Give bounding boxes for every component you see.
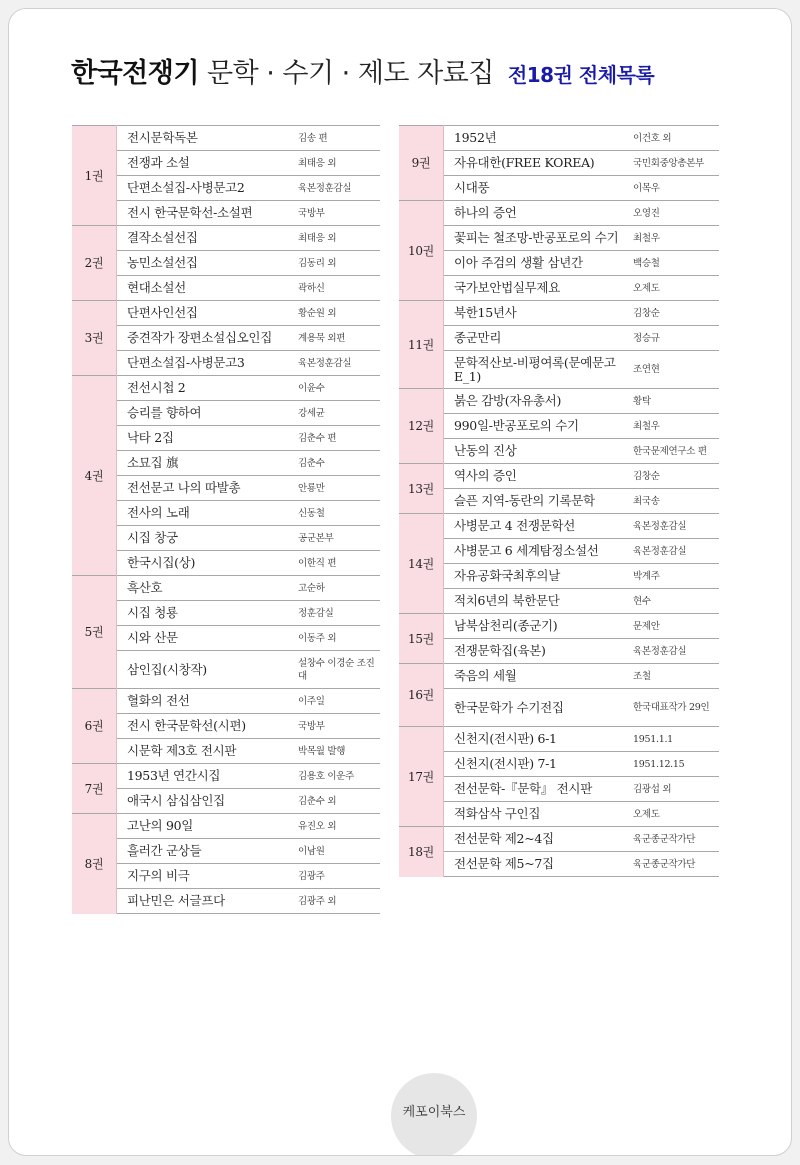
book-author: 국민회중앙총본부 — [629, 151, 719, 176]
book-author: 계용묵 외편 — [294, 326, 380, 351]
book-title: 북한15년사 — [444, 301, 630, 326]
book-author: 육본정훈감실 — [629, 514, 719, 539]
book-title: 전사의 노래 — [117, 501, 295, 526]
table-row — [399, 414, 719, 439]
book-title: 붉은 감방(자유총서) — [444, 389, 630, 414]
book-author: 김송 편 — [294, 126, 380, 151]
table-row — [72, 689, 380, 714]
book-title: 중견작가 장편소설십오인집 — [117, 326, 295, 351]
book-author: 조철 — [629, 664, 719, 689]
book-title: 990일-반공포로의 수기 — [444, 414, 630, 439]
book-title: 농민소설선집 — [117, 251, 295, 276]
book-title: 시집 청룡 — [117, 601, 295, 626]
book-title: 전선문학 제2~4집 — [444, 827, 630, 852]
publisher-badge — [391, 1073, 477, 1156]
book-title: 난동의 진상 — [444, 439, 630, 464]
table-row — [399, 564, 719, 589]
book-author: 김용호 이운주 — [294, 764, 380, 789]
book-title: 한국문학가 수기전집 — [444, 689, 630, 727]
volume-label: 13권 — [399, 464, 444, 514]
table-row — [399, 301, 719, 326]
book-author: 백승철 — [629, 251, 719, 276]
table-row — [399, 752, 719, 777]
table-row — [399, 464, 719, 489]
table-row — [399, 276, 719, 301]
book-title: 전선문학-『문학』 전시판 — [444, 777, 630, 802]
book-title: 하나의 증언 — [444, 201, 630, 226]
book-title: 혈화의 전선 — [117, 689, 295, 714]
book-author: 김광섭 외 — [629, 777, 719, 802]
book-author: 육본정훈감실 — [629, 539, 719, 564]
book-title: 낙타 2집 — [117, 426, 295, 451]
volume-label: 2권 — [72, 226, 117, 301]
book-title: 신천지(전시판) 7-1 — [444, 752, 630, 777]
book-author: 고순하 — [294, 576, 380, 601]
table-row — [72, 376, 380, 401]
table-row — [399, 126, 719, 151]
book-title: 삼인집(시창작) — [117, 651, 295, 689]
book-author: 이주일 — [294, 689, 380, 714]
book-author: 정승규 — [629, 326, 719, 351]
book-title: 역사의 증인 — [444, 464, 630, 489]
table-row — [72, 526, 380, 551]
volume-label: 16권 — [399, 664, 444, 727]
book-author: 박계주 — [629, 564, 719, 589]
book-author: 박목월 발행 — [294, 739, 380, 764]
book-author: 김춘수 외 — [294, 789, 380, 814]
book-author: 현수 — [629, 589, 719, 614]
book-title: 전선문학 제5~7집 — [444, 852, 630, 877]
title-main: 한국전쟁기 — [71, 58, 199, 89]
table-row — [72, 301, 380, 326]
book-author: 김춘수 — [294, 451, 380, 476]
volume-label: 1권 — [72, 126, 117, 226]
book-author: 최태응 외 — [294, 151, 380, 176]
book-title: 전선문고 나의 따발총 — [117, 476, 295, 501]
book-author: 이윤수 — [294, 376, 380, 401]
left-catalog-table — [72, 125, 380, 914]
book-author: 최태응 외 — [294, 226, 380, 251]
book-title: 결작소설선집 — [117, 226, 295, 251]
book-title: 전시문학독본 — [117, 126, 295, 151]
book-title: 소묘집 旗 — [117, 451, 295, 476]
volume-label: 14권 — [399, 514, 444, 614]
book-title: 문학적산보-비평여록(문예문고 E_1) — [444, 351, 630, 389]
table-row — [399, 727, 719, 752]
book-title: 사병문고 4 전쟁문학선 — [444, 514, 630, 539]
book-author: 한국문제연구소 편 — [629, 439, 719, 464]
table-row — [72, 476, 380, 501]
book-title: 신천지(전시판) 6-1 — [444, 727, 630, 752]
book-title: 애국시 삼십삼인집 — [117, 789, 295, 814]
table-row — [399, 251, 719, 276]
table-row — [399, 827, 719, 852]
book-author: 오제도 — [629, 802, 719, 827]
volume-label: 10권 — [399, 201, 444, 301]
book-title: 흘러간 군상들 — [117, 839, 295, 864]
table-row — [399, 439, 719, 464]
book-author: 곽하신 — [294, 276, 380, 301]
table-row — [72, 576, 380, 601]
table-row — [72, 889, 380, 914]
book-author: 이남원 — [294, 839, 380, 864]
table-row — [72, 626, 380, 651]
page-card — [8, 8, 792, 1156]
book-author: 이동주 외 — [294, 626, 380, 651]
table-row — [72, 764, 380, 789]
volume-label: 17권 — [399, 727, 444, 827]
book-author: 이건호 외 — [629, 126, 719, 151]
table-row — [399, 539, 719, 564]
book-author: 육본정훈감실 — [629, 639, 719, 664]
volume-label: 7권 — [72, 764, 117, 814]
table-row — [399, 326, 719, 351]
book-author: 최철우 — [629, 226, 719, 251]
table-row — [72, 651, 380, 689]
book-title: 단편사인선집 — [117, 301, 295, 326]
table-row — [399, 201, 719, 226]
book-title: 전시 한국문학선-소설편 — [117, 201, 295, 226]
table-row — [399, 351, 719, 389]
table-row — [72, 714, 380, 739]
book-author: 황순원 외 — [294, 301, 380, 326]
book-author: 육군종군작가단 — [629, 827, 719, 852]
book-title: 승리를 향하여 — [117, 401, 295, 426]
book-author: 1951.1.1 — [629, 727, 719, 752]
book-author: 공군본부 — [294, 526, 380, 551]
book-author: 오영진 — [629, 201, 719, 226]
book-title: 시집 창궁 — [117, 526, 295, 551]
title-subtitle: 전18권 전체목록 — [507, 63, 655, 87]
table-row — [399, 589, 719, 614]
volume-label: 4권 — [72, 376, 117, 576]
page-title — [71, 51, 654, 90]
book-title: 종군만리 — [444, 326, 630, 351]
table-row — [399, 802, 719, 827]
book-title: 적화삼삭 구인집 — [444, 802, 630, 827]
table-row — [72, 501, 380, 526]
table-row — [399, 514, 719, 539]
book-author: 김창순 — [629, 464, 719, 489]
book-author: 이한직 편 — [294, 551, 380, 576]
table-row — [72, 426, 380, 451]
table-row — [72, 276, 380, 301]
book-author: 유진오 외 — [294, 814, 380, 839]
book-author: 1951.12.15 — [629, 752, 719, 777]
book-author: 황탁 — [629, 389, 719, 414]
book-author: 국방부 — [294, 714, 380, 739]
table-row — [72, 814, 380, 839]
table-row — [72, 551, 380, 576]
book-title: 슬픈 지역-동란의 기록문학 — [444, 489, 630, 514]
book-author: 김춘수 편 — [294, 426, 380, 451]
book-title: 고난의 90일 — [117, 814, 295, 839]
book-title: 한국시집(상) — [117, 551, 295, 576]
table-row — [72, 201, 380, 226]
table-row — [399, 777, 719, 802]
book-title: 단편소설집-사병문고3 — [117, 351, 295, 376]
volume-label: 3권 — [72, 301, 117, 376]
book-title: 전쟁과 소설 — [117, 151, 295, 176]
book-title: 지구의 비극 — [117, 864, 295, 889]
book-author: 이목우 — [629, 176, 719, 201]
book-author: 조연현 — [629, 351, 719, 389]
book-author: 한국대표작가 29인 — [629, 689, 719, 727]
book-author: 문제안 — [629, 614, 719, 639]
volume-label: 8권 — [72, 814, 117, 914]
book-title: 1953년 연간시집 — [117, 764, 295, 789]
table-row — [399, 489, 719, 514]
book-title: 죽음의 세월 — [444, 664, 630, 689]
volume-label: 18권 — [399, 827, 444, 877]
table-row — [72, 326, 380, 351]
table-row — [72, 451, 380, 476]
book-title: 적치6년의 북한문단 — [444, 589, 630, 614]
book-title: 꽃피는 철조망-반공포로의 수기 — [444, 226, 630, 251]
table-row — [72, 351, 380, 376]
book-author: 신동철 — [294, 501, 380, 526]
title-rest: 문학 · 수기 · 제도 자료집 — [207, 58, 494, 89]
table-row — [399, 664, 719, 689]
table-row — [72, 839, 380, 864]
book-author: 김동리 외 — [294, 251, 380, 276]
book-title: 피난민은 서글프다 — [117, 889, 295, 914]
book-title: 전선시첩 2 — [117, 376, 295, 401]
table-row — [72, 864, 380, 889]
book-author: 설창수 이경순 조진대 — [294, 651, 380, 689]
book-title: 현대소설선 — [117, 276, 295, 301]
table-row — [72, 226, 380, 251]
table-row — [72, 401, 380, 426]
table-row — [72, 251, 380, 276]
book-title: 사병문고 6 세계탐정소설선 — [444, 539, 630, 564]
book-author: 최철우 — [629, 414, 719, 439]
table-row — [72, 601, 380, 626]
table-row — [72, 176, 380, 201]
table-row — [399, 151, 719, 176]
book-title: 시문학 제3호 전시판 — [117, 739, 295, 764]
table-row — [72, 151, 380, 176]
table-row — [72, 739, 380, 764]
volume-label: 12권 — [399, 389, 444, 464]
table-row — [399, 614, 719, 639]
book-title: 자유대한(FREE KOREA) — [444, 151, 630, 176]
table-row — [399, 176, 719, 201]
volume-label: 6권 — [72, 689, 117, 764]
book-title: 남북삼천리(종군기) — [444, 614, 630, 639]
book-author: 육군종군작가단 — [629, 852, 719, 877]
right-catalog-table — [399, 125, 719, 877]
book-author: 정훈감실 — [294, 601, 380, 626]
book-author: 강세균 — [294, 401, 380, 426]
table-row — [72, 789, 380, 814]
book-author: 오제도 — [629, 276, 719, 301]
table-row — [399, 226, 719, 251]
book-title: 국가보안법실무제요 — [444, 276, 630, 301]
book-title: 흑산호 — [117, 576, 295, 601]
volume-label: 11권 — [399, 301, 444, 389]
table-row — [399, 389, 719, 414]
volume-label: 5권 — [72, 576, 117, 689]
book-title: 단편소설집-사병문고2 — [117, 176, 295, 201]
book-author: 최국송 — [629, 489, 719, 514]
book-author: 육본정훈감실 — [294, 351, 380, 376]
book-author: 김광주 외 — [294, 889, 380, 914]
table-row — [399, 852, 719, 877]
book-title: 전쟁문학집(육본) — [444, 639, 630, 664]
book-author: 국방부 — [294, 201, 380, 226]
book-author: 육본정훈감실 — [294, 176, 380, 201]
volume-label: 9권 — [399, 126, 444, 201]
book-author: 안룡만 — [294, 476, 380, 501]
volume-label: 15권 — [399, 614, 444, 664]
book-title: 시대풍 — [444, 176, 630, 201]
book-title: 이아 주검의 생활 삼년간 — [444, 251, 630, 276]
book-title: 자유공화국최후의날 — [444, 564, 630, 589]
book-title: 1952년 — [444, 126, 630, 151]
book-author: 김창순 — [629, 301, 719, 326]
publisher-name: 케포이북스 — [402, 1105, 466, 1120]
table-row — [72, 126, 380, 151]
book-title: 시와 산문 — [117, 626, 295, 651]
table-row — [399, 689, 719, 727]
book-author: 김광주 — [294, 864, 380, 889]
book-title: 전시 한국문학선(시편) — [117, 714, 295, 739]
table-row — [399, 639, 719, 664]
